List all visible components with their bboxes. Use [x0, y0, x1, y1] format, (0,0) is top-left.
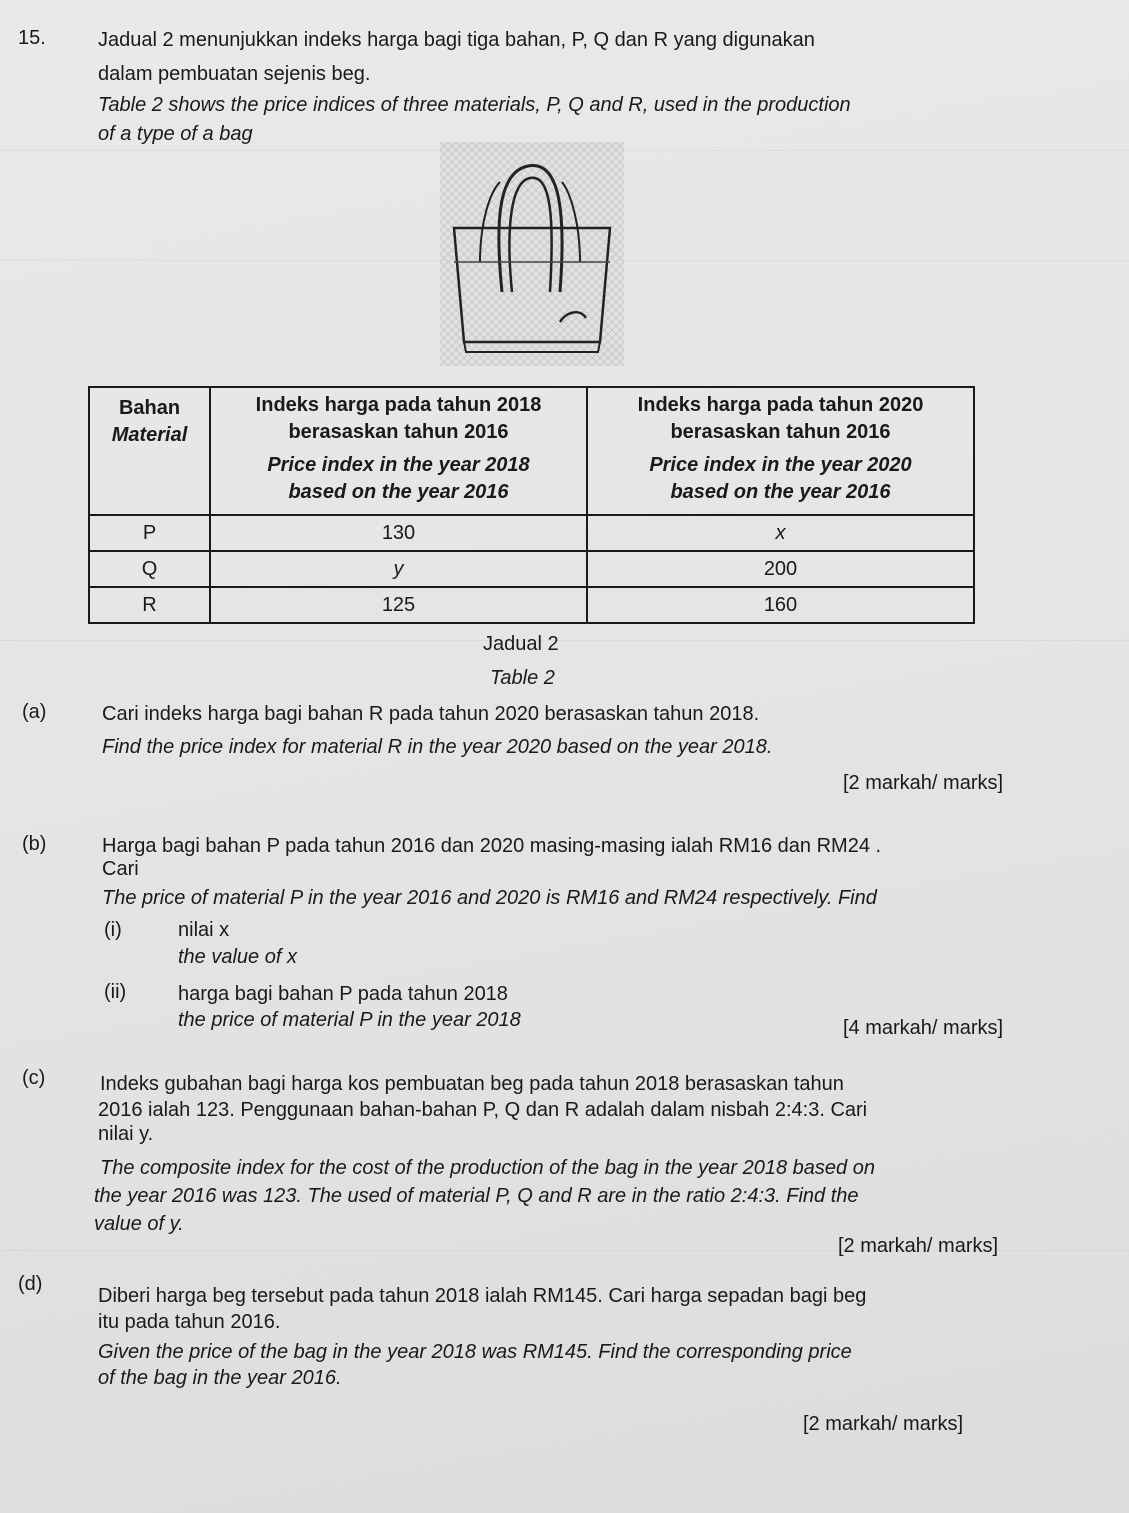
part-b-ii-malay: harga bagi bahan P pada tahun 2018	[178, 983, 508, 1005]
table-caption-ms: Jadual 2	[483, 633, 559, 655]
part-b-malay-2: Cari	[102, 858, 139, 880]
cell-material: R	[89, 587, 210, 623]
cell-material: Q	[89, 551, 210, 587]
header-2020-en-2: based on the year 2016	[670, 481, 891, 503]
header-material	[89, 387, 210, 515]
part-c-english-2: the year 2016 was 123. The used of material P, Q and R are in the ratio 2:4:3. Find the	[94, 1185, 859, 1207]
header-2018-ms-2: berasaskan tahun 2016	[288, 421, 509, 443]
table-row	[89, 587, 974, 623]
part-a-english: Find the price index for material R in the year 2020 based on the year 2018.	[102, 736, 773, 758]
cell-2018: 130	[210, 515, 587, 551]
part-d-marks: [2 markah/ marks]	[803, 1413, 964, 1435]
part-b-ii-english: the price of material P in the year 2018	[178, 1009, 521, 1031]
part-d-label: (d)	[18, 1273, 43, 1295]
table-header-row	[89, 387, 974, 515]
part-b-marks: [4 markah/ marks]	[843, 1017, 1004, 1039]
intro-malay-line-1: Jadual 2 menunjukkan indeks harga bagi tiga bahan, P, Q dan R yang digunakan	[98, 29, 815, 51]
header-2020-ms-2: berasaskan tahun 2016	[670, 421, 891, 443]
header-material-en: Material	[111, 424, 188, 446]
part-c-malay-3: nilai y.	[98, 1123, 154, 1145]
header-2020-ms-1: Indeks harga pada tahun 2020	[637, 394, 924, 416]
intro-malay-line-2: dalam pembuatan sejenis beg.	[98, 63, 371, 85]
part-b-malay-1: Harga bagi bahan P pada tahun 2016 dan 2020 masing-masing ialah RM16 dan RM24 .	[102, 835, 882, 857]
header-2018-ms-1: Indeks harga pada tahun 2018	[255, 394, 542, 416]
part-d-malay-1: Diberi harga beg tersebut pada tahun 2018 ialah RM145. Cari harga sepadan bagi beg	[98, 1285, 867, 1307]
part-d-english-1: Given the price of the bag in the year 2018 was RM145. Find the corresponding price	[98, 1341, 852, 1363]
cell-2018: y	[210, 551, 587, 587]
table-caption-en: Table 2	[490, 667, 555, 689]
part-a-malay: Cari indeks harga bagi bahan R pada tahun 2020 berasaskan tahun 2018.	[102, 703, 760, 725]
part-b-i-malay: nilai x	[178, 919, 230, 941]
header-2018-en-2: based on the year 2016	[288, 481, 509, 503]
part-c-label: (c)	[22, 1067, 46, 1089]
part-b-i-label: (i)	[104, 919, 122, 941]
part-c-english-1: The composite index for the cost of the production of the bag in the year 2018 based on	[100, 1157, 875, 1179]
part-b-i-english: the value of x	[178, 946, 297, 968]
intro-english-line-2: of a type of a bag	[98, 123, 253, 145]
part-d-malay-2: itu pada tahun 2016.	[98, 1311, 281, 1333]
table-row	[89, 515, 974, 551]
tote-bag-illustration	[440, 142, 624, 366]
part-a-marks: [2 markah/ marks]	[843, 772, 1004, 794]
part-c-malay-1: Indeks gubahan bagi harga kos pembuatan beg pada tahun 2018 berasaskan tahun	[100, 1073, 844, 1095]
header-material-ms: Bahan	[118, 397, 181, 419]
header-2020	[587, 387, 974, 515]
price-index-table	[88, 386, 975, 624]
part-b-english: The price of material P in the year 2016 and 2020 is RM16 and RM24 respectively. Find	[102, 887, 877, 909]
cell-2020: 160	[587, 587, 974, 623]
part-c-english-3: value of y.	[94, 1213, 184, 1235]
cell-2018: 125	[210, 587, 587, 623]
part-b-ii-label: (ii)	[104, 981, 127, 1003]
cell-2020: x	[587, 515, 974, 551]
question-number: 15.	[18, 27, 46, 49]
cell-2020: 200	[587, 551, 974, 587]
part-b-label: (b)	[22, 833, 47, 855]
part-c-malay-2: 2016 ialah 123. Penggunaan bahan-bahan P, Q dan R adalah dalam nisbah 2:4:3. Cari	[98, 1099, 868, 1121]
part-d-english-2: of the bag in the year 2016.	[98, 1367, 342, 1389]
table-row	[89, 551, 974, 587]
cell-material: P	[89, 515, 210, 551]
part-a-label: (a)	[22, 701, 47, 723]
header-2020-en-1: Price index in the year 2020	[649, 454, 912, 476]
part-c-marks: [2 markah/ marks]	[838, 1235, 999, 1257]
intro-english-line-1: Table 2 shows the price indices of three materials, P, Q and R, used in the production	[98, 94, 851, 116]
header-2018	[210, 387, 587, 515]
header-2018-en-1: Price index in the year 2018	[267, 454, 530, 476]
